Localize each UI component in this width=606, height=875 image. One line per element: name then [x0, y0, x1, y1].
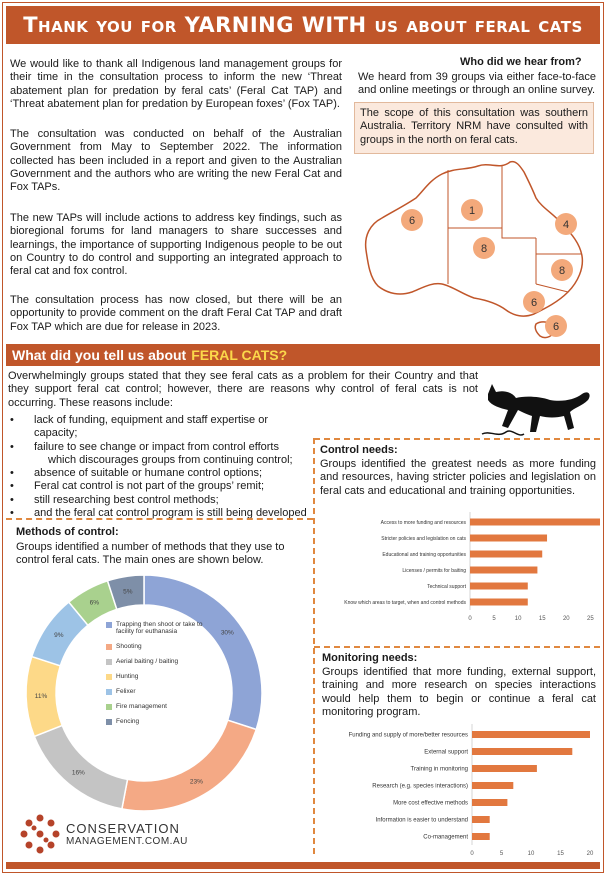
donut-slice-label: 6% [89, 599, 100, 607]
donut-slice-label: 9% [54, 632, 64, 640]
chart-tick-label: 0 [470, 851, 474, 857]
control-needs-chart [316, 510, 602, 632]
map-marker-label: 1 [468, 205, 476, 217]
methods-text: Groups identified a number of methods that they use to control feral cats. The main ones are shown below. [16, 541, 285, 567]
donut-slice [34, 725, 127, 809]
legend-item [106, 718, 216, 725]
chart-tick-label: 10 [527, 851, 535, 857]
chart-category-label: Access to more funding and resources [380, 520, 466, 526]
chart-tick-label: 15 [538, 616, 546, 622]
chart-bar [470, 551, 542, 558]
donut-slice-label: 23% [189, 778, 203, 786]
legend-swatch [106, 674, 112, 680]
chart-tick-label: 25 [587, 616, 594, 622]
intro-paragraph-3: The new TAPs will include actions to address key findings, such as bioregional forums for land managers to share successes and learnings, the importance of supporting Indigenous people to be out on Country to do control and supporting an integrated approach to feral cat and fox control. [10, 212, 342, 278]
divider-monitoring [314, 646, 600, 648]
feral-cat-illustration [478, 376, 596, 442]
legend-swatch [106, 622, 112, 628]
chart-category-label: Stricter policies and legislation on cats [381, 536, 466, 542]
map-marker-label: 8 [558, 265, 566, 277]
chart-bar [472, 748, 572, 755]
reason-item: • lack of funding, equipment and staff expertise or capacity; [8, 414, 313, 441]
legend-swatch [106, 689, 112, 695]
chart-tick-label: 0 [468, 616, 472, 622]
map-marker-label: 6 [408, 215, 416, 227]
intro-paragraph-4: The consultation process has now closed, but there will be an opportunity to provide comment on the draft Feral Cat TAP and draft Fox TAP which are due for release in 2023. [10, 294, 342, 333]
chart-category-label: External support [424, 749, 468, 756]
reason-item: • Feral cat control is not part of the groups’ remit; [8, 480, 313, 493]
control-title: Control needs: [320, 444, 398, 456]
methods-title: Methods of control: [16, 526, 119, 538]
logo-dots-icon [20, 814, 60, 854]
intro-paragraph-2: The consultation was conducted on behalf of the Australian Government from May to September 2022. The information collected has been included in a report and given to the Australian Government and the authors who are writing the new Feral Cat and Fox TAPs. [10, 128, 342, 194]
divider-control [314, 438, 600, 440]
cat-ground-scribble [482, 431, 524, 435]
section-title: What did you tell us about [12, 347, 187, 363]
reason-item: which discourages groups from continuing control; [48, 453, 293, 466]
chart-bar [470, 567, 537, 574]
map-marker-label: 6 [552, 321, 560, 333]
logo-line-1: CONSERVATION [66, 821, 180, 836]
chart-bar [472, 765, 537, 772]
chart-bar [470, 583, 528, 590]
chart-tick-label: 5 [499, 851, 504, 857]
reasons-list [8, 414, 313, 520]
legend-label: Fencing [116, 718, 140, 725]
legend-label: Fire management [116, 703, 167, 710]
chart-category-label: Research (e.g. species interactions) [372, 783, 468, 790]
chart-category-label: Co-management [423, 834, 468, 841]
chart-tick-label: 20 [586, 851, 594, 857]
section-banner [6, 344, 600, 366]
chart-bar [470, 599, 528, 606]
page-title: Thank you for YARNING WITH us about feral cats [23, 13, 583, 37]
logo-line-2: MANAGEMENT.COM.AU [66, 836, 188, 847]
map-marker-label: 4 [562, 219, 570, 231]
chart-bar [472, 799, 507, 806]
legend-label: Trapping then shoot or take to facility for euthanasia [116, 621, 203, 635]
cat-silhouette [488, 384, 590, 432]
problem-intro: Overwhelmingly groups stated that they see feral cats as a problem for their Country and that they support feral cat control; however, there are reasons why control of feral cats is not occurring. These reasons include: [8, 370, 478, 409]
legend-swatch [106, 704, 112, 710]
reason-item: • still researching best control methods; [8, 494, 313, 507]
donut-slice-label: 5% [123, 588, 133, 596]
legend-item [106, 688, 216, 695]
donut-legend [106, 621, 216, 733]
intro-paragraph-1: We would like to thank all Indigenous land management groups for their time in the consultation process to inform the new ‘Threat abatement plan for predation by feral cats’ (Feral Cat TAP) and ‘Threat abatement plan for predation by European foxes’ (Fox TAP). [10, 58, 342, 110]
legend-item [106, 673, 216, 680]
scope-box [354, 102, 594, 154]
map-marker-label: 6 [530, 297, 538, 309]
chart-bar [472, 782, 513, 789]
section-highlight: FERAL CATS? [191, 347, 288, 363]
chart-tick-label: 20 [562, 616, 570, 622]
reason-item: • and the feral cat control program is still being developed [8, 507, 313, 520]
legend-swatch [106, 659, 112, 665]
monitoring-title: Monitoring needs: [322, 652, 418, 664]
australia-outline [366, 162, 583, 316]
legend-label: Aerial baiting / baiting [116, 658, 179, 665]
legend-item [106, 621, 216, 635]
reason-item: • absence of suitable or humane control options; [8, 467, 313, 480]
chart-category-label: More cost effective methods [393, 800, 468, 807]
bottom-bar [6, 862, 600, 869]
reason-item: • failure to see change or impact from control efforts [8, 441, 313, 454]
donut-slice-label: 16% [71, 769, 85, 777]
legend-label: Hunting [116, 673, 139, 680]
title-banner [6, 6, 600, 44]
donut-slice-label: 30% [220, 629, 234, 637]
who-title: Who did we hear from? [460, 56, 582, 68]
chart-tick-label: 15 [557, 851, 564, 857]
donut-slice [122, 720, 256, 811]
scope-text: The scope of this consultation was southern Australia. Territory NRM have consulted with groups in the north on feral cats. [360, 107, 588, 146]
chart-category-label: Know which areas to target, when and control methods [344, 600, 466, 606]
chart-bar [470, 519, 600, 526]
chart-bar [472, 816, 490, 823]
chart-tick-label: 10 [514, 616, 522, 622]
legend-swatch [106, 644, 112, 650]
divider-methods [6, 518, 313, 520]
legend-label: Shooting [116, 643, 142, 650]
map-marker-label: 8 [480, 243, 488, 255]
logo [20, 814, 188, 854]
chart-bar [470, 535, 547, 542]
control-text: Groups identified the greatest needs as more funding and resources, having stricter policies and legislation on feral cats and educational and training opportunities. [320, 458, 596, 497]
legend-item [106, 658, 216, 665]
legend-item [106, 643, 216, 650]
chart-category-label: Educational and training opportunities [382, 552, 466, 558]
chart-category-label: Technical support [427, 584, 466, 590]
chart-bar [472, 833, 490, 840]
chart-bar [472, 731, 590, 738]
chart-category-label: Funding and supply of more/better resources [348, 732, 468, 739]
monitoring-text: Groups identified that more funding, external support, training and more research on species interactions would help them to begin or continue a feral cat monitoring program. [322, 666, 596, 718]
legend-label: Felixer [116, 688, 136, 695]
legend-swatch [106, 719, 112, 725]
donut-slice-label: 11% [34, 693, 48, 701]
chart-tick-label: 5 [492, 616, 496, 622]
legend-item [106, 703, 216, 710]
chart-category-label: Training in monitoring [410, 766, 468, 773]
chart-category-label: Licenses / permits for baiting [402, 568, 466, 574]
chart-category-label: Information is easier to understand [375, 817, 468, 824]
monitoring-needs-chart [316, 724, 602, 858]
who-text: We heard from 39 groups via either face-to-face and online meetings or through an online survey. [358, 71, 596, 97]
australia-map [360, 158, 596, 342]
